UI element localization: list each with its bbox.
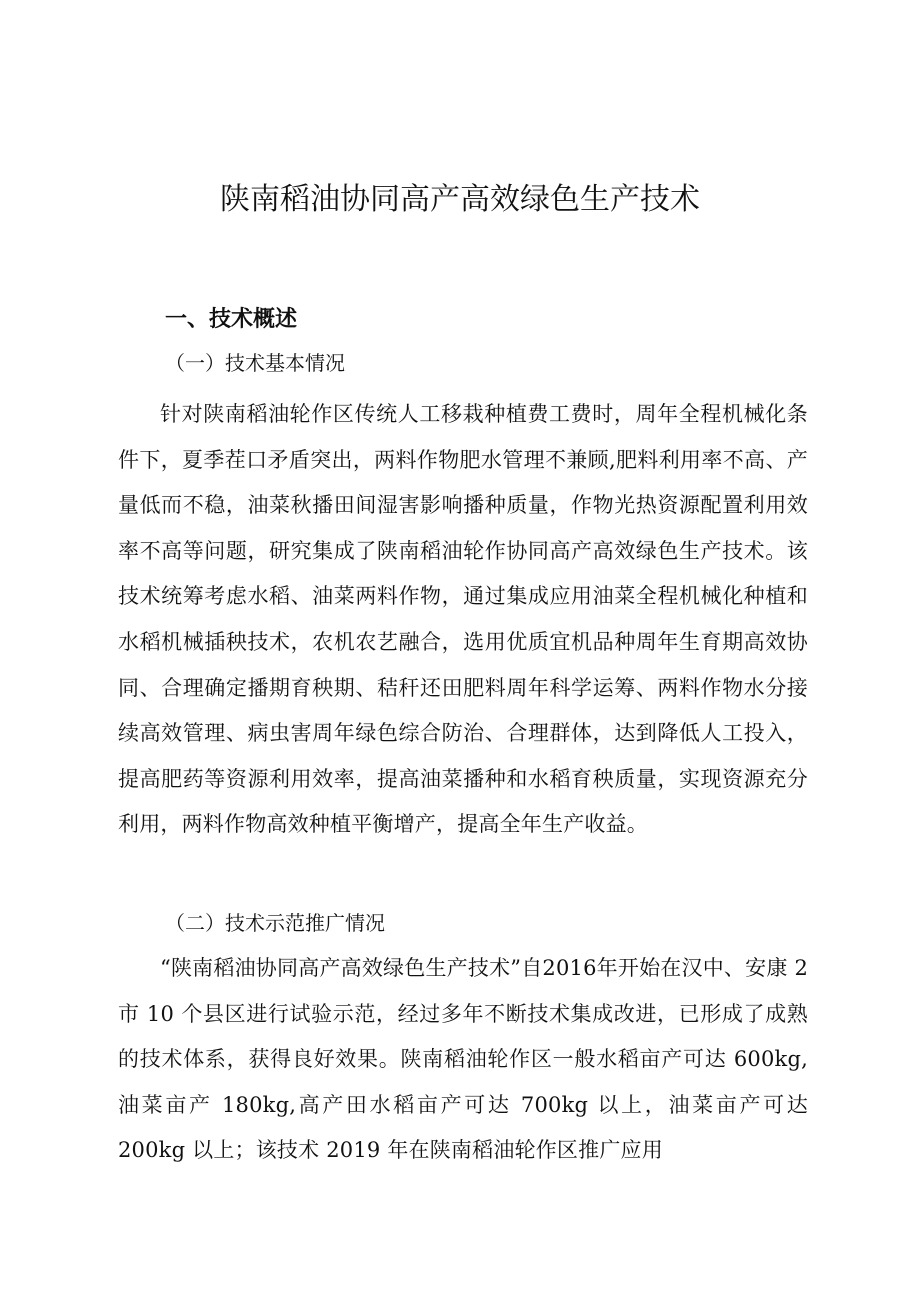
subsection-heading-demonstration: （二）技术示范推广情况 xyxy=(165,911,385,935)
subsection-heading-basic: （一）技术基本情况 xyxy=(165,351,345,375)
paragraph-basic-situation: 针对陕南稻油轮作区传统人工移栽种植费工费时，周年全程机械化条件下，夏季茬口矛盾突出，两料作物肥水管理不兼顾,肥料利用率不高、产量低而不稳，油菜秋播田间湿害影响播种质量，作物光热资源配置利用效率不高等问题，研究集成了陕南稻油轮作协同高产高效绿色生产技术。该技术统筹考虑水稻、油菜两料作物，通过集成应用油菜全程机械化种植和水稻机械插秧技术，农机农艺融合，选用优质宜机品种周年生育期高效协同、合理确定播期育秧期、秸秆还田肥料周年科学运筹、两料作物水分接续高效管理、病虫害周年绿色综合防治、合理群体，达到降低人工投入，提高肥药等资源利用效率，提高油菜播种和水稻育秧质量，实现资源充分利用，两料作物高效种植平衡增产，提高全年生产收益。 xyxy=(118,402,808,837)
document-title: 陕南稻油协同高产高效绿色生产技术 xyxy=(220,182,700,217)
section-heading-overview: 一、技术概述 xyxy=(165,307,298,332)
paragraph-demonstration: “陕南稻油协同高产高效绿色生产技术”自2016年开始在汉中、安康 2 市 10 个县区进行试验示范，经过多年不断技术集成改进，已形成了成熟的技术体系，获得良好效果。陕南稻油轮作区一般水稻亩产可达 600kg,油菜亩产 180kg,高产田水稻亩产可达 700kg 以上，油菜亩产可达 200kg 以上；该技术 2019 年在陕南稻油轮作区推广应用 xyxy=(118,956,808,1163)
